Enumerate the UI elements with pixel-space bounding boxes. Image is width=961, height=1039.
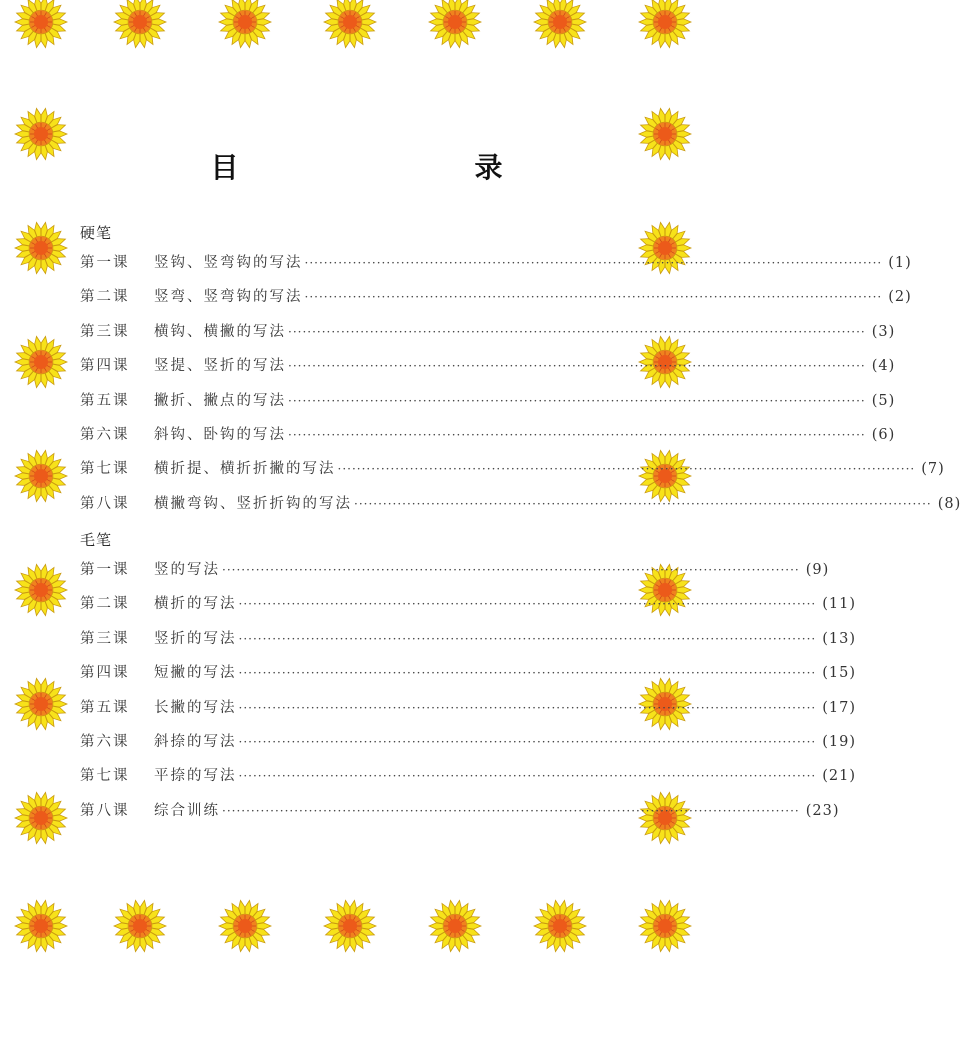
toc-entry[interactable]	[80, 725, 856, 759]
toc-page-number: (9)	[805, 562, 830, 578]
toc-leader-dots: ························································································································	[222, 563, 800, 577]
sunflower-icon	[428, 899, 482, 953]
toc-page-number: (21)	[822, 768, 856, 785]
toc-page-number: (6)	[871, 426, 896, 443]
sunflower-icon	[14, 335, 68, 389]
section-heading: 硬笔	[80, 224, 113, 242]
toc-page-number: (23)	[805, 802, 840, 819]
toc-lesson-number: 第五课	[80, 699, 130, 716]
toc-lesson-number: 第八课	[80, 495, 130, 512]
toc-lesson-title: 横折的写法	[154, 596, 237, 613]
toc-page-number: (7)	[921, 461, 945, 478]
toc-lesson-title: 撇折、撇点的写法	[154, 392, 286, 409]
toc-leader-dots: ························································································································	[288, 427, 866, 442]
sunflower-icon	[323, 899, 377, 953]
toc-lesson-number: 第四课	[80, 665, 130, 682]
toc-section-brush	[80, 527, 856, 828]
sunflower-icon	[14, 677, 68, 731]
sunflower-icon	[14, 791, 68, 845]
sunflower-icon	[533, 0, 587, 49]
toc-leader-dots: ························································································································	[304, 256, 883, 270]
toc-lesson-number: 第五课	[80, 392, 130, 409]
toc-lesson-title: 竖提、竖折的写法	[154, 358, 286, 375]
sunflower-icon	[218, 0, 272, 49]
toc-entry[interactable]	[80, 656, 856, 690]
toc-page-number: (2)	[888, 289, 912, 306]
toc-page-number: (3)	[871, 323, 896, 340]
toc-page-number: (13)	[822, 630, 856, 647]
toc-leader-dots: ························································································································	[222, 803, 800, 818]
toc-entry[interactable]	[80, 487, 961, 521]
toc-entry[interactable]	[80, 384, 896, 418]
toc-page-number: (19)	[822, 733, 856, 750]
toc-entry[interactable]	[80, 280, 912, 314]
toc-page-number: (17)	[822, 699, 856, 716]
toc-lesson-title: 短撇的写法	[154, 665, 237, 682]
toc-page-number: (15)	[822, 665, 856, 682]
sunflower-icon	[533, 899, 587, 953]
sunflower-icon	[14, 563, 68, 617]
toc-leader-dots: ························································································································	[288, 324, 866, 339]
toc-entry[interactable]	[80, 452, 945, 486]
toc-lesson-title: 竖的写法	[154, 562, 220, 578]
sunflower-icon	[14, 449, 68, 503]
toc-lesson-number: 第三课	[80, 630, 130, 647]
sunflower-icon	[14, 0, 68, 49]
toc-page-number: (4)	[871, 358, 896, 375]
toc-entry[interactable]	[80, 315, 896, 349]
sunflower-icon	[638, 0, 692, 49]
toc-lesson-title: 横折提、横折折撇的写法	[154, 461, 336, 478]
toc-lesson-number: 第二课	[80, 289, 130, 306]
toc-lesson-title: 斜捺的写法	[154, 733, 237, 750]
sunflower-icon	[14, 221, 68, 275]
toc-lesson-title: 横钩、横撇的写法	[154, 323, 286, 340]
toc-entry[interactable]	[80, 246, 912, 280]
toc-leader-dots: ························································································································	[238, 769, 817, 784]
toc-page-number: (1)	[888, 255, 912, 271]
toc-leader-dots: ························································································································	[304, 290, 883, 305]
toc-leader-dots: ························································································································	[238, 597, 817, 612]
toc-leader-dots: ························································································································	[354, 496, 932, 511]
toc-lesson-title: 竖钩、竖弯钩的写法	[154, 255, 303, 271]
toc-leader-dots: ························································································································	[238, 666, 817, 681]
toc-lesson-number: 第二课	[80, 596, 130, 613]
toc-entry[interactable]	[80, 553, 830, 587]
toc-lesson-number: 第七课	[80, 461, 130, 478]
toc-entry[interactable]	[80, 794, 840, 828]
toc-leader-dots: ························································································································	[238, 700, 817, 715]
toc-lesson-title: 长撇的写法	[154, 699, 237, 716]
toc-lesson-title: 平捺的写法	[154, 768, 237, 785]
toc-entry[interactable]	[80, 418, 896, 452]
toc-page-number: (8)	[937, 495, 961, 512]
toc-leader-dots: ························································································································	[238, 734, 817, 749]
toc-entry[interactable]	[80, 759, 856, 793]
toc-leader-dots: ························································································································	[238, 631, 817, 646]
sunflower-icon	[218, 899, 272, 953]
toc-leader-dots: ························································································································	[337, 462, 916, 477]
toc-entry[interactable]	[80, 691, 856, 725]
toc-leader-dots: ························································································································	[288, 393, 866, 408]
toc-lesson-number: 第六课	[80, 733, 130, 750]
sunflower-icon	[638, 899, 692, 953]
toc-lesson-title: 综合训练	[154, 802, 220, 819]
section-heading: 毛笔	[80, 531, 113, 549]
toc-entry[interactable]	[80, 587, 856, 621]
toc-lesson-number: 第三课	[80, 323, 130, 340]
toc-page-number: (5)	[871, 392, 896, 409]
toc-lesson-title: 斜钩、卧钩的写法	[154, 426, 286, 443]
page-title: 目 录	[210, 151, 563, 184]
toc-section-hard-pen	[80, 220, 961, 521]
toc-entry[interactable]	[80, 349, 896, 383]
toc-page-number: (11)	[822, 596, 856, 613]
toc-lesson-number: 第六课	[80, 426, 130, 443]
sunflower-icon	[14, 899, 68, 953]
toc-lesson-title: 竖弯、竖弯钩的写法	[154, 289, 303, 306]
toc-lesson-number: 第七课	[80, 768, 130, 785]
toc-lesson-title: 竖折的写法	[154, 630, 237, 647]
sunflower-icon	[113, 899, 167, 953]
toc-lesson-number: 第八课	[80, 802, 130, 819]
toc-lesson-title: 横撇弯钩、竖折折钩的写法	[154, 495, 352, 512]
toc-lesson-number: 第一课	[80, 562, 130, 578]
sunflower-icon	[113, 0, 167, 49]
sunflower-icon	[428, 0, 482, 49]
toc-entry[interactable]	[80, 622, 856, 656]
toc-leader-dots: ························································································································	[288, 359, 866, 374]
toc-lesson-number: 第四课	[80, 358, 130, 375]
sunflower-icon	[323, 0, 377, 49]
toc-lesson-number: 第一课	[80, 255, 130, 271]
